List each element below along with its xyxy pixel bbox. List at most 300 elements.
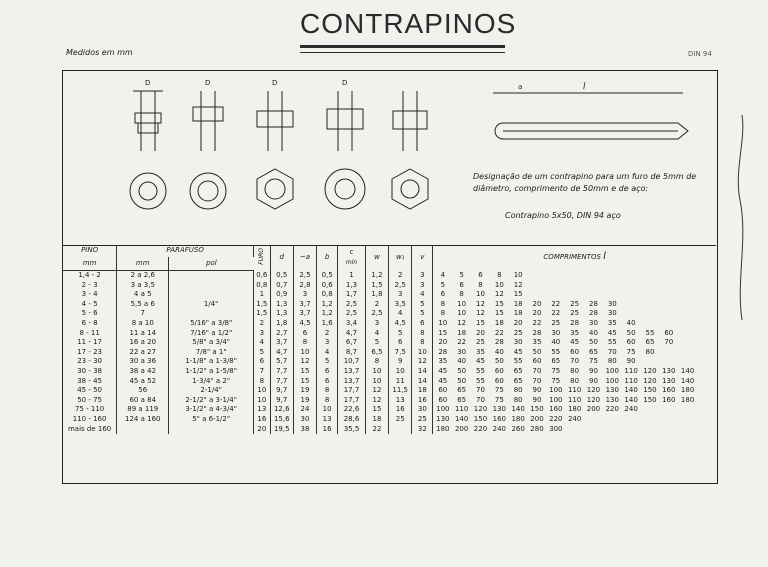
- length-cell: [622, 425, 641, 435]
- table-row: [63, 348, 716, 358]
- table-cell: 15: [365, 405, 388, 415]
- length-cell: 20: [513, 318, 523, 327]
- length-cell: 50: [457, 366, 467, 375]
- length-cell: [697, 367, 716, 377]
- length-cell: 15: [513, 290, 523, 299]
- length-cell: 40: [457, 357, 467, 366]
- table-cell: 1,5: [254, 300, 271, 310]
- table-cell: 5: [365, 338, 388, 348]
- length-cell: 25: [513, 328, 523, 337]
- length-cell: 200: [454, 424, 469, 433]
- length-cell: 55: [645, 328, 655, 337]
- length-cell: [641, 271, 660, 281]
- length-cell: 80: [570, 366, 580, 375]
- length-cell: 4: [440, 270, 446, 279]
- length-cell: 140: [511, 405, 525, 414]
- length-cell: 120: [643, 366, 657, 375]
- length-cell: 22: [551, 299, 561, 308]
- table-cell: 2,5: [338, 300, 366, 310]
- length-cell: [678, 309, 697, 319]
- length-cell: [584, 290, 603, 300]
- length-cell: 65: [457, 386, 467, 395]
- length-cell: [641, 405, 660, 415]
- table-cell: 0,8: [254, 281, 271, 291]
- length-cell: 45: [476, 357, 485, 366]
- length-cell: 18: [513, 309, 523, 318]
- table-cell: 10,7: [338, 357, 366, 367]
- length-cell: [697, 271, 716, 281]
- length-cell: 75: [626, 347, 636, 356]
- length-cell: [603, 425, 622, 435]
- length-cell: [603, 415, 622, 425]
- length-cell: 220: [605, 405, 619, 414]
- length-cell: 12: [513, 280, 523, 289]
- length-cell: 10: [457, 309, 467, 318]
- spec-frame: [62, 70, 718, 484]
- table-cell: 6: [317, 367, 338, 377]
- length-cell: [584, 271, 603, 281]
- length-cell: 18: [494, 318, 504, 327]
- table-cell: 9,7: [270, 386, 293, 396]
- col-w: w: [365, 245, 388, 271]
- length-cell: 60: [494, 376, 504, 385]
- table-cell: 5: [317, 357, 338, 367]
- length-cell: 200: [530, 414, 544, 423]
- length-cell: 55: [513, 357, 523, 366]
- table-cell: 20: [254, 425, 271, 435]
- length-cell: 50: [494, 357, 504, 366]
- table-cell: 7/16" a 1/2": [169, 329, 254, 339]
- table-cell: 1-3/4" a 2": [169, 377, 254, 387]
- length-cell: 22: [457, 338, 467, 347]
- svg-text:a: a: [518, 83, 523, 91]
- table-cell: 13: [254, 405, 271, 415]
- length-cell: 65: [551, 357, 561, 366]
- length-cell: [603, 290, 622, 300]
- length-cell: [678, 348, 697, 358]
- table-cell: 4: [365, 329, 388, 339]
- length-cell: [678, 290, 697, 300]
- table-cell: [169, 290, 254, 300]
- length-cell: 140: [680, 376, 695, 385]
- svg-text:D: D: [342, 79, 348, 87]
- units-note: Medidos em mm: [66, 48, 133, 57]
- length-cell: 22: [551, 309, 561, 318]
- table-cell: 10: [389, 367, 412, 377]
- table-cell: 8: [317, 386, 338, 396]
- length-cell: 28: [438, 347, 448, 356]
- table-cell: 1,4 - 2: [63, 271, 117, 281]
- col-parafuso-mm: mm: [117, 257, 169, 271]
- table-cell: 0,5: [317, 271, 338, 281]
- bolt-drawing-4: [325, 79, 365, 209]
- length-cell: [528, 281, 547, 291]
- table-row: [63, 367, 716, 377]
- length-cell: 25: [570, 299, 580, 308]
- table-cell: 45 - 50: [63, 386, 117, 396]
- length-cell: [659, 309, 678, 319]
- length-cell: [659, 357, 678, 367]
- table-cell: 22 a 27: [117, 348, 169, 358]
- col-parafuso-pol: pol: [169, 257, 254, 271]
- table-cell: 10: [365, 367, 388, 377]
- table-cell: 5/8" a 3/4": [169, 338, 254, 348]
- length-cell: 220: [473, 424, 488, 433]
- table-cell: 8: [412, 329, 433, 339]
- table-cell: 11 - 17: [63, 338, 117, 348]
- table-cell: 11 a 14: [117, 329, 169, 339]
- table-cell: 2,5: [389, 281, 412, 291]
- table-cell: 5: [389, 329, 412, 339]
- length-cell: 40: [589, 328, 598, 337]
- table-cell: 8: [365, 357, 388, 367]
- table-cell: [169, 425, 254, 435]
- length-cell: 50: [626, 328, 636, 337]
- table-cell: 1,7: [338, 290, 366, 300]
- length-cell: 55: [607, 338, 617, 347]
- length-cell: 110: [567, 395, 582, 404]
- table-cell: 30: [293, 415, 316, 425]
- length-cell: [565, 271, 584, 281]
- table-cell: 56: [117, 386, 169, 396]
- length-cell: [641, 309, 660, 319]
- table-row: [63, 309, 716, 319]
- table-cell: 1,6: [317, 319, 338, 329]
- table-cell: 38 - 45: [63, 377, 117, 387]
- length-cell: 10: [513, 270, 523, 279]
- table-cell: 5,5 a 6: [117, 300, 169, 310]
- length-cell: 110: [624, 366, 638, 375]
- length-cell: 130: [605, 395, 619, 404]
- table-cell: 3: [412, 271, 433, 281]
- length-cell: [697, 309, 716, 319]
- table-cell: 6: [389, 338, 412, 348]
- col-parafuso: PARAFUSO: [117, 245, 254, 257]
- length-cell: 150: [473, 414, 488, 423]
- length-cell: 70: [532, 376, 542, 385]
- table-cell: 1,8: [270, 319, 293, 329]
- length-cell: 140: [624, 395, 638, 404]
- length-cell: [697, 396, 716, 406]
- length-cell: 30: [551, 328, 561, 337]
- col-w1: w₁: [389, 245, 412, 271]
- length-cell: 25: [570, 309, 580, 318]
- length-cell: 12: [494, 290, 504, 299]
- col-comprimentos: COMPRIMENTOS l: [543, 251, 606, 263]
- length-cell: [697, 386, 716, 396]
- length-cell: 28: [589, 299, 598, 308]
- length-cell: 160: [549, 405, 563, 414]
- length-cell: 10: [494, 280, 504, 289]
- table-cell: 35,5: [338, 425, 366, 435]
- length-cell: [697, 377, 716, 387]
- table-cell: 0,6: [254, 271, 271, 281]
- table-cell: 6,5: [365, 348, 388, 358]
- length-cell: 10: [438, 318, 448, 327]
- length-cell: [603, 271, 622, 281]
- length-cell: 180: [680, 386, 695, 395]
- length-cell: [641, 300, 660, 310]
- table-cell: 23 - 30: [63, 357, 117, 367]
- table-cell: 12: [365, 386, 388, 396]
- table-cell: 3,5: [389, 300, 412, 310]
- length-cell: 140: [680, 366, 695, 375]
- length-cell: [697, 338, 716, 348]
- length-cell: 10: [457, 299, 467, 308]
- table-cell: 0,5: [270, 271, 293, 281]
- length-cell: 100: [436, 405, 450, 414]
- length-cell: [603, 281, 622, 291]
- table-cell: 3 - 4: [63, 290, 117, 300]
- length-cell: [565, 281, 584, 291]
- table-cell: 7,7: [270, 377, 293, 387]
- length-cell: [622, 309, 641, 319]
- length-cell: [678, 329, 697, 339]
- bolt-drawing-3: [257, 79, 293, 209]
- length-cell: [546, 281, 565, 291]
- title-rule: [300, 45, 505, 48]
- table-cell: [169, 271, 254, 281]
- length-cell: 90: [532, 395, 542, 404]
- table-cell: 16: [412, 396, 433, 406]
- table-cell: 17,7: [338, 396, 366, 406]
- table-cell: 7: [117, 309, 169, 319]
- length-cell: [641, 425, 660, 435]
- table-cell: 7: [254, 367, 271, 377]
- table-cell: 2 - 3: [63, 281, 117, 291]
- length-cell: 20: [438, 338, 448, 347]
- table-cell: 6: [254, 357, 271, 367]
- length-cell: [641, 319, 660, 329]
- length-cell: 12: [476, 309, 485, 318]
- length-cell: 240: [624, 405, 638, 414]
- length-cell: [678, 425, 697, 435]
- table-cell: 30 a 36: [117, 357, 169, 367]
- table-cell: 2 a 2,6: [117, 271, 169, 281]
- table-cell: 14: [412, 367, 433, 377]
- table-cell: 8: [293, 338, 316, 348]
- length-cell: [678, 281, 697, 291]
- table-cell: 13,7: [338, 377, 366, 387]
- table-cell: 4,7: [270, 348, 293, 358]
- length-cell: 80: [570, 376, 580, 385]
- table-cell: 10: [317, 405, 338, 415]
- length-cell: 8: [459, 290, 464, 299]
- table-cell: 1,2: [317, 309, 338, 319]
- table-row: [63, 281, 716, 291]
- table-cell: 0,9: [270, 290, 293, 300]
- table-cell: 4,5: [293, 319, 316, 329]
- svg-text:l: l: [583, 82, 586, 92]
- length-cell: [659, 271, 678, 281]
- table-cell: 12: [293, 357, 316, 367]
- table-cell: 2: [365, 300, 388, 310]
- table-cell: 15: [293, 377, 316, 387]
- table-cell: 4: [254, 338, 271, 348]
- table-cell: 1,8: [365, 290, 388, 300]
- table-cell: 6: [317, 377, 338, 387]
- length-cell: 70: [476, 395, 485, 404]
- length-cell: 8: [497, 270, 502, 279]
- table-cell: 13: [317, 415, 338, 425]
- length-cell: [622, 415, 641, 425]
- cotter-pin-drawing: [493, 82, 688, 139]
- table-cell: 12: [412, 357, 433, 367]
- length-cell: [659, 415, 678, 425]
- table-cell: 0,7: [270, 281, 293, 291]
- length-cell: 120: [586, 395, 601, 404]
- table-cell: 1,2: [317, 300, 338, 310]
- length-cell: 22: [494, 328, 504, 337]
- svg-text:D: D: [272, 79, 278, 87]
- length-cell: 28: [494, 338, 504, 347]
- table-cell: 3: [317, 338, 338, 348]
- length-cell: 65: [589, 347, 598, 356]
- length-cell: 75: [589, 357, 598, 366]
- table-cell: 2: [254, 319, 271, 329]
- length-cell: 35: [607, 318, 617, 327]
- svg-text:D: D: [145, 79, 151, 87]
- col-b: b: [317, 245, 338, 271]
- page-title: CONTRAPINOS: [300, 8, 517, 39]
- length-cell: 75: [494, 386, 504, 395]
- table-row: [63, 396, 716, 406]
- table-cell: 17 - 23: [63, 348, 117, 358]
- length-cell: [659, 405, 678, 415]
- table-cell: 6: [293, 329, 316, 339]
- length-cell: 60: [626, 338, 636, 347]
- table-cell: 10: [254, 396, 271, 406]
- length-cell: 110: [454, 405, 469, 414]
- length-cell: 90: [589, 376, 598, 385]
- length-cell: 55: [476, 366, 485, 375]
- table-cell: mais de 160: [63, 425, 117, 435]
- length-cell: 160: [662, 395, 676, 404]
- length-cell: 55: [551, 347, 561, 356]
- length-cell: 60: [532, 357, 542, 366]
- table-cell: 5: [254, 348, 271, 358]
- table-cell: 3-1/2" a 4-3/4": [169, 405, 254, 415]
- length-cell: 240: [567, 414, 582, 423]
- length-cell: 35: [476, 347, 485, 356]
- table-cell: [169, 309, 254, 319]
- table-cell: 12: [365, 396, 388, 406]
- table-cell: 2: [389, 271, 412, 281]
- length-cell: [678, 300, 697, 310]
- table-cell: 25: [412, 415, 433, 425]
- table-cell: 10: [293, 348, 316, 358]
- length-cell: 70: [607, 347, 617, 356]
- length-cell: 70: [476, 386, 485, 395]
- table-cell: 2,5: [293, 271, 316, 281]
- table-cell: 22: [365, 425, 388, 435]
- length-cell: 55: [476, 376, 485, 385]
- length-cell: 18: [457, 328, 467, 337]
- length-cell: 8: [478, 280, 483, 289]
- table-cell: 45 a 52: [117, 377, 169, 387]
- table-cell: 1-1/8" a 1-3/8": [169, 357, 254, 367]
- col-v: v: [412, 245, 433, 271]
- table-cell: 1,3: [270, 309, 293, 319]
- table-cell: 19: [293, 396, 316, 406]
- length-cell: 45: [570, 338, 580, 347]
- length-cell: [678, 357, 697, 367]
- table-cell: 7/8" a 1": [169, 348, 254, 358]
- table-cell: 1,5: [365, 281, 388, 291]
- table-cell: [389, 425, 412, 435]
- length-cell: [697, 415, 716, 425]
- length-cell: 65: [513, 376, 523, 385]
- length-cell: 60: [438, 386, 448, 395]
- length-cell: 12: [476, 299, 485, 308]
- col-furo: FURO: [254, 245, 271, 271]
- length-cell: 90: [626, 357, 636, 366]
- length-cell: [697, 290, 716, 300]
- length-cell: 130: [605, 386, 619, 395]
- length-cell: [546, 271, 565, 281]
- table-cell: 4: [412, 290, 433, 300]
- col-d: d: [270, 245, 293, 271]
- table-cell: 1,3: [338, 281, 366, 291]
- length-cell: 75: [551, 376, 561, 385]
- table-cell: 28,6: [338, 415, 366, 425]
- length-cell: 40: [626, 318, 636, 327]
- length-cell: 40: [551, 338, 561, 347]
- length-cell: [678, 405, 697, 415]
- length-cell: 130: [662, 376, 676, 385]
- length-cell: [622, 271, 641, 281]
- table-row: [63, 425, 716, 435]
- length-cell: 150: [643, 386, 657, 395]
- table-cell: 30 - 38: [63, 367, 117, 377]
- table-row: [63, 300, 716, 310]
- length-cell: 45: [607, 328, 617, 337]
- length-cell: 280: [530, 424, 544, 433]
- table-cell: 3,4: [338, 319, 366, 329]
- length-cell: [697, 300, 716, 310]
- table-cell: 19,5: [270, 425, 293, 435]
- din-reference: DIN 94: [688, 50, 712, 58]
- length-cell: [678, 338, 697, 348]
- table-cell: 18: [412, 386, 433, 396]
- length-cell: 130: [492, 405, 506, 414]
- length-cell: 50: [457, 376, 467, 385]
- length-cell: 180: [680, 395, 695, 404]
- table-row: [63, 271, 716, 281]
- length-cell: 30: [457, 347, 467, 356]
- table-row: [63, 338, 716, 348]
- table-row: [63, 386, 716, 396]
- table-cell: 30: [412, 405, 433, 415]
- table-cell: 4,5: [389, 319, 412, 329]
- table-cell: 22,6: [338, 405, 366, 415]
- table-cell: 25: [389, 415, 412, 425]
- length-cell: 140: [624, 386, 638, 395]
- length-cell: 35: [532, 338, 542, 347]
- designation-text: Designação de um contrapino para um furo de 5mm de diâmetro, comprimento de 50mm e de aço:: [473, 172, 697, 193]
- table-cell: 1,2: [365, 271, 388, 281]
- length-cell: [697, 329, 716, 339]
- length-cell: [546, 290, 565, 300]
- table-cell: 8: [254, 377, 271, 387]
- length-cell: 28: [570, 318, 580, 327]
- bolt-drawing-2: [190, 79, 226, 209]
- length-cell: 30: [607, 309, 617, 318]
- table-cell: 3,7: [293, 300, 316, 310]
- table-cell: 16: [254, 415, 271, 425]
- length-cell: 50: [532, 347, 542, 356]
- length-cell: [584, 425, 603, 435]
